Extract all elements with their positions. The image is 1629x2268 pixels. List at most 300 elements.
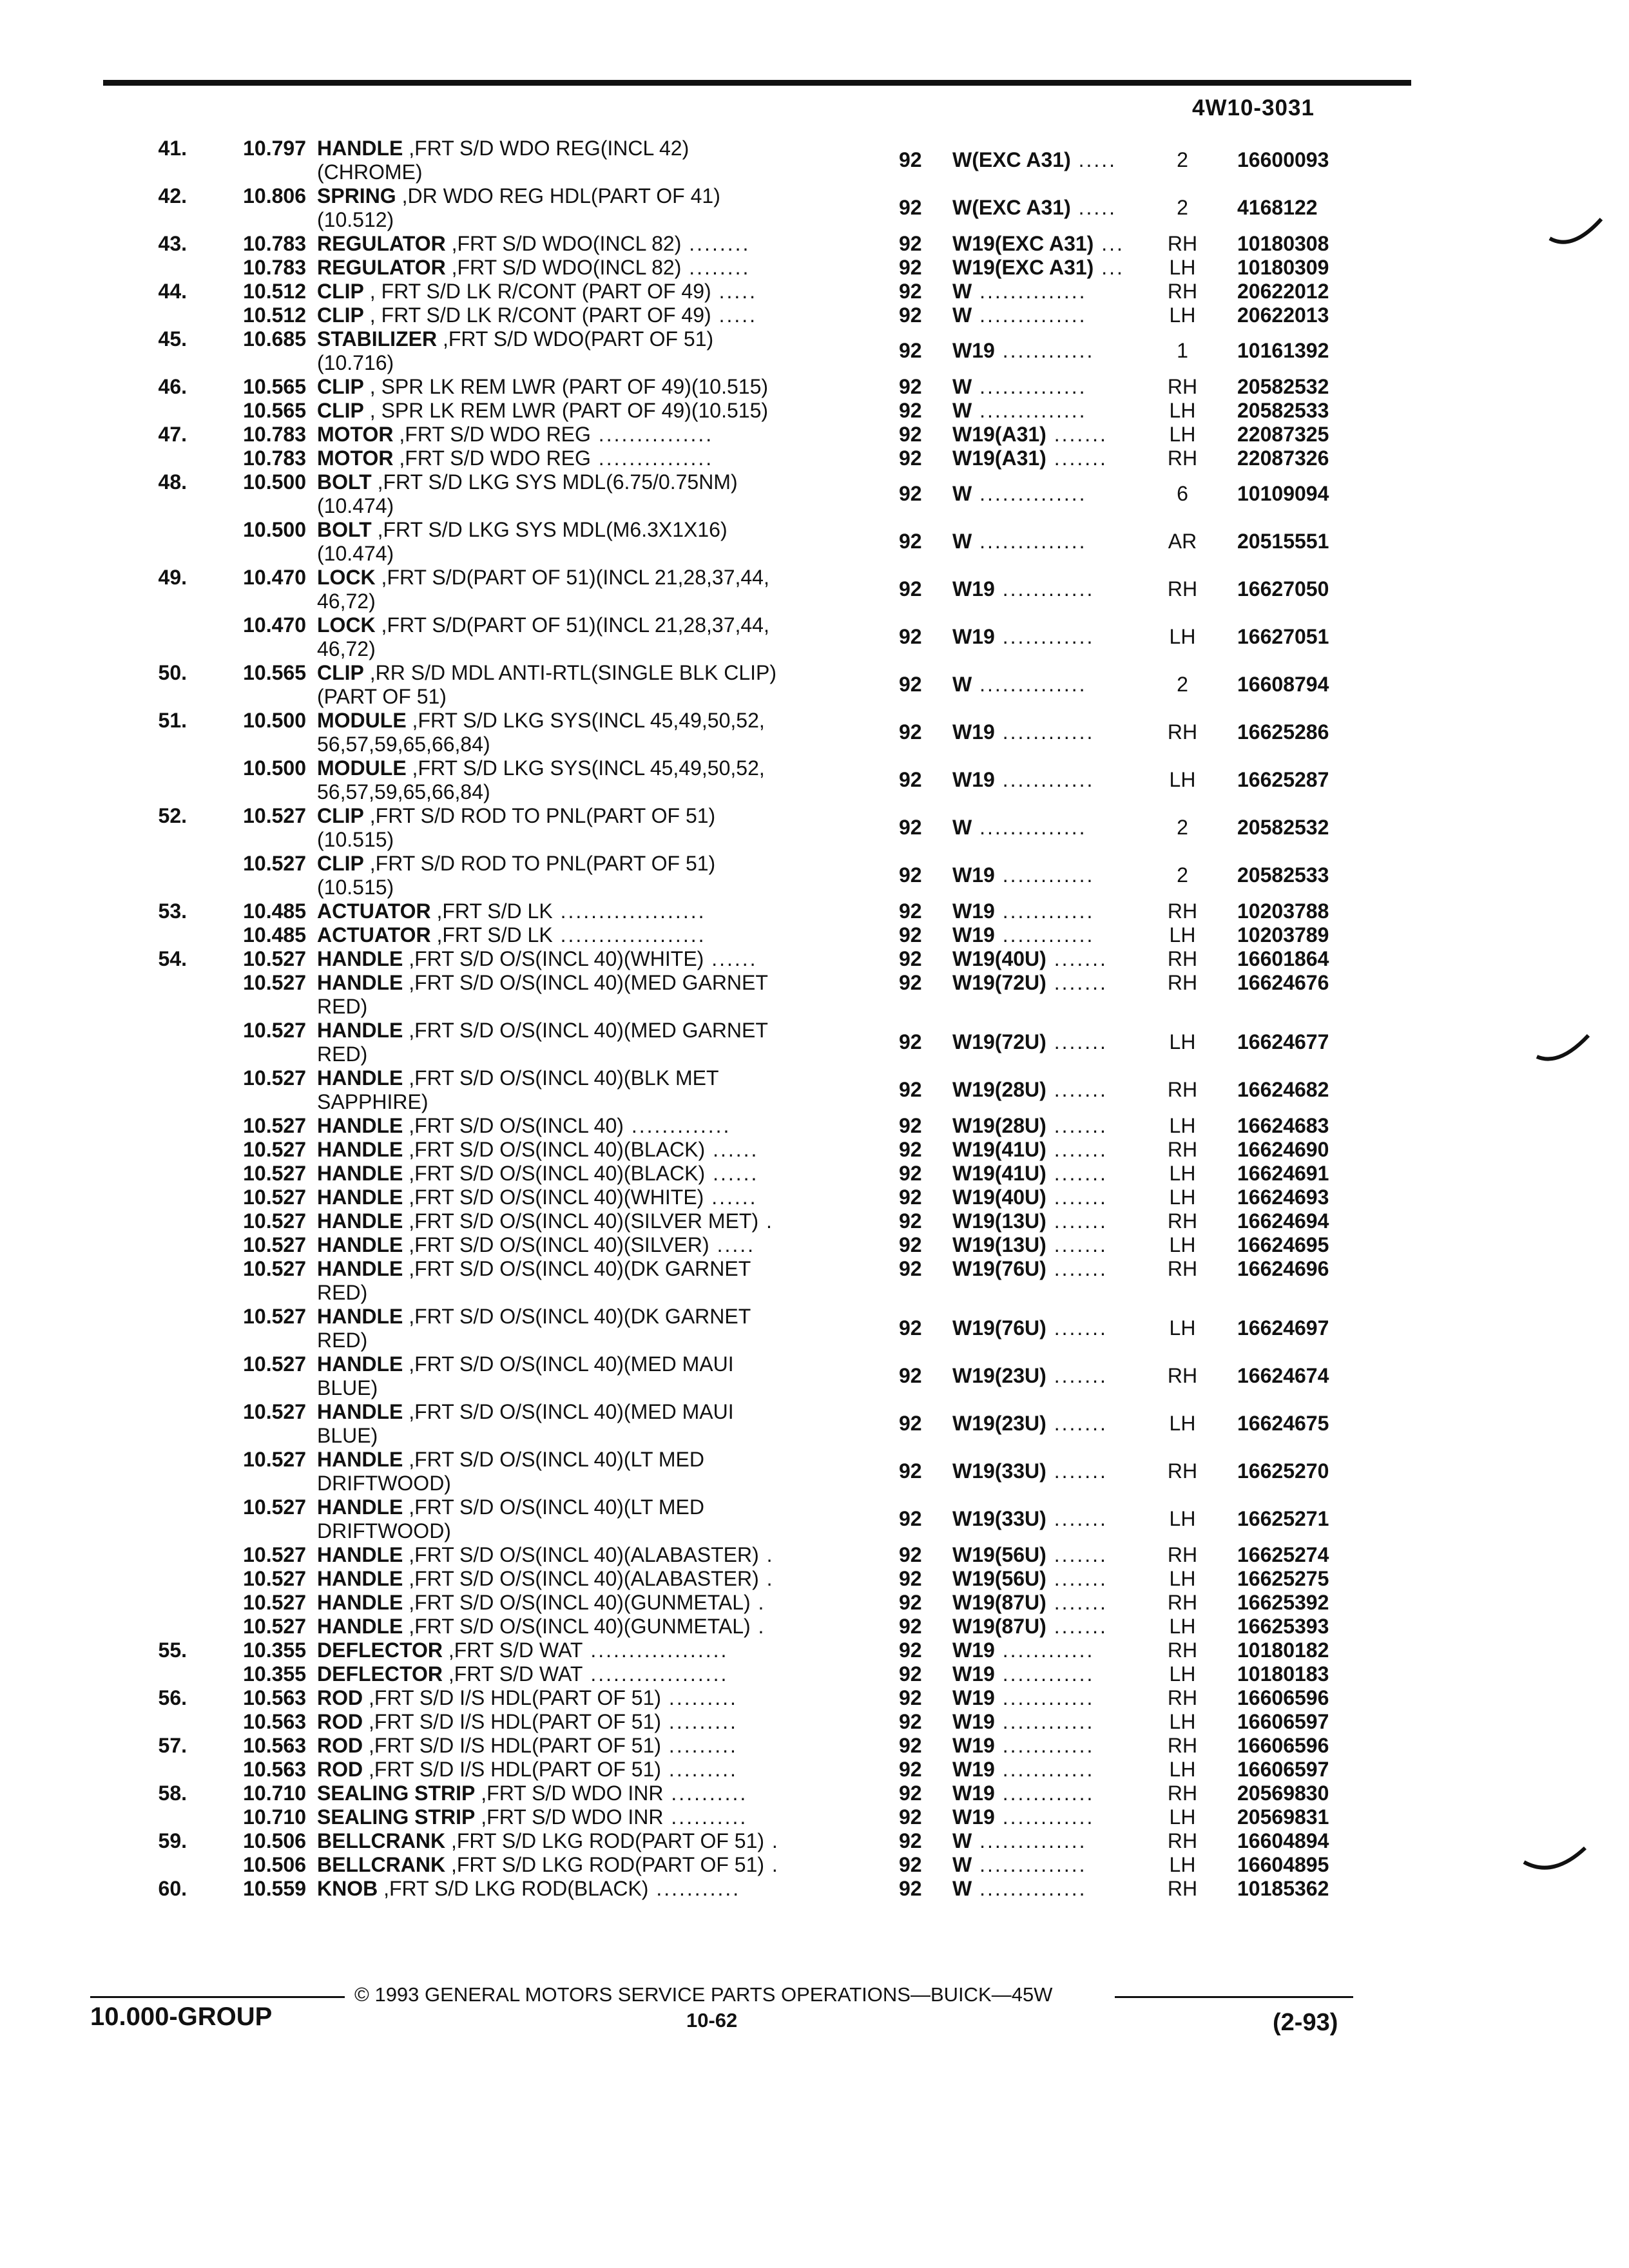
model-year: 92: [899, 280, 922, 303]
part-name: HANDLE: [317, 1448, 403, 1471]
quantity: RH: [1167, 1543, 1198, 1566]
group-number: 10.527: [243, 1400, 306, 1423]
ref-number: 57.: [158, 1734, 187, 1757]
leader-dots: ..........: [663, 1782, 748, 1805]
model-year: 92: [899, 1316, 922, 1340]
part-name: SEALING STRIP: [317, 1805, 476, 1829]
part-description-cont: (10.474): [317, 494, 394, 517]
model-code: [952, 899, 1094, 923]
model-year: 92: [899, 816, 922, 839]
part-row: [0, 1495, 1629, 1543]
model-year: 92: [899, 1615, 922, 1638]
model-code-text: W(EXC A31): [952, 196, 1071, 219]
group-number: 10.710: [243, 1805, 306, 1829]
part-description-cont: DRIFTWOOD): [317, 1472, 451, 1495]
leader-dots: ............: [994, 899, 1095, 923]
group-number: 10.783: [243, 232, 306, 255]
model-year: 92: [899, 577, 922, 601]
part-number: 10161392: [1237, 339, 1329, 362]
model-code-text: W19(87U): [952, 1615, 1046, 1638]
model-code: [952, 1233, 1108, 1257]
part-detail: ,FRT S/D LKG ROD(PART OF 51): [445, 1829, 765, 1852]
model-code: [952, 1829, 1087, 1853]
part-detail: ,FRT S/D O/S(INCL 40)(MED GARNET: [403, 1019, 768, 1042]
model-year: 92: [899, 1030, 922, 1053]
part-row: [0, 1209, 1629, 1233]
model-code-text: W19(56U): [952, 1543, 1046, 1566]
part-row: [0, 1591, 1629, 1615]
part-row: [0, 566, 1629, 613]
model-code-text: W19(23U): [952, 1364, 1046, 1387]
quantity: 2: [1177, 673, 1188, 696]
quantity: LH: [1169, 1710, 1196, 1733]
model-year: 92: [899, 768, 922, 791]
model-code-text: W19(72U): [952, 1030, 1046, 1053]
group-number: 10.506: [243, 1829, 306, 1852]
footer-copyright: © 1993 GENERAL MOTORS SERVICE PARTS OPERATIONS—BUICK—45W: [354, 1983, 1053, 2006]
part-name: HANDLE: [317, 1233, 403, 1256]
quantity: 2: [1177, 148, 1188, 171]
model-year: 92: [899, 1567, 922, 1590]
model-year: 92: [899, 1412, 922, 1435]
quantity: LH: [1169, 423, 1196, 446]
model-code-text: W19: [952, 1662, 995, 1686]
leader-dots: .: [750, 1615, 766, 1638]
part-description: [317, 1710, 738, 1734]
group-number: 10.527: [243, 1305, 306, 1328]
model-year: 92: [899, 1459, 922, 1483]
model-code: [952, 447, 1108, 470]
part-number: 16624676: [1237, 971, 1329, 994]
ref-number: 55.: [158, 1639, 187, 1662]
group-number: 10.527: [243, 947, 306, 970]
model-year: 92: [899, 1829, 922, 1852]
leader-dots: .......: [1046, 1186, 1108, 1209]
part-name: HANDLE: [317, 1567, 403, 1590]
model-code-text: W19(41U): [952, 1162, 1046, 1185]
part-name: CLIP: [317, 303, 364, 327]
model-code: [952, 256, 1124, 280]
leader-dots: ......: [705, 1162, 759, 1185]
quantity: LH: [1169, 1030, 1196, 1053]
part-description-cont: RED): [317, 995, 368, 1018]
ref-number: 42.: [158, 184, 187, 207]
part-description: [317, 1782, 747, 1805]
part-row: [0, 1305, 1629, 1352]
part-name: HANDLE: [317, 1186, 403, 1209]
model-year: 92: [899, 1186, 922, 1209]
part-name: HANDLE: [317, 1352, 403, 1376]
part-number: 10180182: [1237, 1639, 1329, 1662]
part-description: [317, 1686, 738, 1710]
group-number: 10.806: [243, 184, 306, 207]
leader-dots: .......: [1046, 1138, 1108, 1161]
model-year: 92: [899, 1078, 922, 1101]
model-code-text: W: [952, 816, 972, 839]
top-rule: [103, 80, 1411, 86]
part-row: [0, 1782, 1629, 1805]
part-name: ROD: [317, 1686, 363, 1709]
leader-dots: ...............: [590, 423, 714, 446]
model-code-text: W19: [952, 863, 995, 887]
part-name: REGULATOR: [317, 232, 446, 255]
ref-number: 54.: [158, 947, 187, 970]
model-year: 92: [899, 303, 922, 327]
part-name: HANDLE: [317, 1257, 403, 1280]
part-description: [317, 1448, 704, 1472]
quantity: LH: [1169, 1186, 1196, 1209]
part-number: 16624683: [1237, 1114, 1329, 1137]
part-number: 16627051: [1237, 625, 1329, 648]
part-description: [317, 470, 738, 494]
part-name: HANDLE: [317, 1138, 403, 1161]
model-year: 92: [899, 1543, 922, 1566]
model-code-text: W19(40U): [952, 1186, 1046, 1209]
part-number: 10180183: [1237, 1662, 1329, 1686]
part-row: [0, 1710, 1629, 1734]
quantity: 2: [1177, 863, 1188, 887]
leader-dots: ............: [994, 1639, 1095, 1662]
model-code: [952, 375, 1087, 399]
group-number: 10.563: [243, 1758, 306, 1781]
model-code-text: W19(13U): [952, 1209, 1046, 1233]
part-detail: ,FRT S/D LKG SYS(INCL 45,49,50,52,: [406, 756, 765, 780]
model-year: 92: [899, 232, 922, 255]
part-name: SEALING STRIP: [317, 1782, 476, 1805]
ref-number: 48.: [158, 470, 187, 494]
quantity: LH: [1169, 1853, 1196, 1876]
model-code: [952, 530, 1087, 553]
model-code-text: W19: [952, 1686, 995, 1709]
part-number: 16604894: [1237, 1829, 1329, 1852]
group-number: 10.512: [243, 303, 306, 327]
model-code: [952, 1364, 1108, 1388]
leader-dots: ............: [994, 577, 1095, 601]
model-year: 92: [899, 1662, 922, 1686]
part-number: 16624682: [1237, 1078, 1329, 1101]
model-code-text: W19: [952, 577, 995, 601]
quantity: RH: [1167, 1257, 1198, 1280]
group-number: 10.527: [243, 1233, 306, 1256]
part-number: 16625271: [1237, 1507, 1329, 1530]
part-description: [317, 899, 706, 923]
part-description: [317, 1877, 740, 1901]
part-description: [317, 1829, 780, 1853]
part-name: MODULE: [317, 709, 407, 732]
ref-number: 52.: [158, 804, 187, 827]
part-number: 16625392: [1237, 1591, 1329, 1614]
group-number: 10.470: [243, 566, 306, 589]
leader-dots: ..............: [972, 1877, 1087, 1900]
part-number: 16600093: [1237, 148, 1329, 171]
part-description: [317, 1495, 704, 1519]
part-description: [317, 1305, 751, 1329]
model-code-text: W19(A31): [952, 447, 1046, 470]
model-year: 92: [899, 1782, 922, 1805]
model-code: [952, 577, 1094, 601]
ref-number: 49.: [158, 566, 187, 589]
model-year: 92: [899, 923, 922, 947]
model-year: 92: [899, 1758, 922, 1781]
group-number: 10.797: [243, 137, 306, 160]
leader-dots: ............: [994, 720, 1095, 744]
leader-dots: .: [764, 1829, 780, 1852]
group-number: 10.355: [243, 1662, 306, 1686]
group-number: 10.685: [243, 327, 306, 351]
part-description: [317, 184, 720, 208]
group-number: 10.527: [243, 1352, 306, 1376]
part-name: HANDLE: [317, 1305, 403, 1328]
group-number: 10.527: [243, 1209, 306, 1233]
part-number: 16624677: [1237, 1030, 1329, 1053]
model-code: [952, 1412, 1108, 1436]
part-number: 16624697: [1237, 1316, 1329, 1340]
group-number: 10.527: [243, 1448, 306, 1471]
part-detail: ,FRT S/D O/S(INCL 40)(WHITE): [403, 1186, 704, 1209]
model-code: [952, 625, 1094, 649]
part-name: HANDLE: [317, 1591, 403, 1614]
model-code-text: W: [952, 1877, 972, 1900]
model-code-text: W19: [952, 923, 995, 947]
leader-dots: .: [750, 1591, 766, 1614]
model-code-text: W19(EXC A31): [952, 256, 1094, 279]
model-code: [952, 1615, 1108, 1639]
part-detail: ,FRT S/D O/S(INCL 40)(GUNMETAL): [403, 1615, 751, 1638]
model-code: [952, 1543, 1108, 1567]
part-description: [317, 280, 757, 303]
model-year: 92: [899, 1805, 922, 1829]
part-description: [317, 1400, 734, 1424]
model-year: 92: [899, 1686, 922, 1709]
part-description-cont: 46,72): [317, 590, 376, 613]
part-number: 20569831: [1237, 1805, 1329, 1829]
part-row: [0, 1543, 1629, 1567]
ref-number: 58.: [158, 1782, 187, 1805]
part-row: [0, 137, 1629, 184]
model-year: 92: [899, 375, 922, 398]
quantity: RH: [1167, 447, 1198, 470]
part-name: REGULATOR: [317, 256, 446, 279]
leader-dots: ..............: [972, 1829, 1087, 1852]
model-code-text: W19: [952, 1758, 995, 1781]
part-detail: ,FRT S/D WDO REG: [393, 447, 591, 470]
part-number: 16624690: [1237, 1138, 1329, 1161]
leader-dots: ..............: [972, 530, 1087, 553]
part-number: 16624693: [1237, 1186, 1329, 1209]
model-code-text: W19(23U): [952, 1412, 1046, 1435]
group-number: 10.506: [243, 1853, 306, 1876]
part-name: CLIP: [317, 399, 364, 422]
part-description: [317, 1066, 719, 1090]
part-name: MOTOR: [317, 447, 394, 470]
leader-dots: .......: [1046, 1412, 1108, 1435]
part-number: 10109094: [1237, 482, 1329, 505]
part-detail: ,DR WDO REG HDL(PART OF 41): [396, 184, 720, 207]
model-code-text: W19(87U): [952, 1591, 1046, 1614]
part-name: ACTUATOR: [317, 923, 431, 947]
model-year: 92: [899, 971, 922, 994]
model-code: [952, 1710, 1094, 1734]
ref-number: 50.: [158, 661, 187, 684]
part-detail: ,FRT S/D LK: [430, 899, 553, 923]
part-detail: ,FRT S/D WAT: [442, 1662, 583, 1686]
leader-dots: ..............: [972, 375, 1087, 398]
part-description: [317, 375, 768, 399]
model-code: [952, 280, 1087, 303]
part-description: [317, 1758, 738, 1782]
leader-dots: ..................: [583, 1639, 729, 1662]
part-number: 16625275: [1237, 1567, 1329, 1590]
part-number: 10180309: [1237, 256, 1329, 279]
model-code: [952, 1853, 1087, 1877]
part-detail: ,FRT S/D O/S(INCL 40)(DK GARNET: [403, 1305, 751, 1328]
group-number: 10.485: [243, 923, 306, 947]
ref-number: 47.: [158, 423, 187, 446]
part-detail: ,FRT S/D O/S(INCL 40)(ALABASTER): [403, 1543, 759, 1566]
part-description: [317, 1805, 747, 1829]
part-row: [0, 1615, 1629, 1639]
part-name: HANDLE: [317, 1162, 403, 1185]
leader-dots: ...: [1094, 256, 1124, 279]
part-name: LOCK: [317, 613, 376, 637]
part-description-cont: (PART OF 51): [317, 685, 447, 708]
model-year: 92: [899, 947, 922, 970]
leader-dots: .......: [1046, 1030, 1108, 1053]
part-row: [0, 1877, 1629, 1901]
part-number: 16625270: [1237, 1459, 1329, 1483]
model-code: [952, 423, 1108, 447]
part-name: BELLCRANK: [317, 1853, 446, 1876]
model-code-text: W19(13U): [952, 1233, 1046, 1256]
part-description: [317, 709, 765, 733]
leader-dots: ..............: [972, 482, 1087, 505]
leader-dots: ........: [681, 232, 751, 255]
model-code-text: W: [952, 482, 972, 505]
model-code: [952, 1782, 1094, 1805]
group-number: 10.563: [243, 1686, 306, 1709]
part-description-cont: 56,57,59,65,66,84): [317, 780, 490, 803]
leader-dots: ...................: [552, 923, 706, 947]
quantity: RH: [1167, 280, 1198, 303]
part-row: [0, 971, 1629, 1019]
quantity: RH: [1167, 1209, 1198, 1233]
part-detail: ,FRT S/D O/S(INCL 40)(LT MED: [403, 1448, 704, 1471]
model-code-text: W: [952, 375, 972, 398]
leader-dots: .......: [1046, 1364, 1108, 1387]
part-detail: ,FRT S/D WDO(PART OF 51): [437, 327, 714, 351]
group-number: 10.470: [243, 613, 306, 637]
margin-check-mark: [1521, 1843, 1592, 1888]
margin-check-mark: [1534, 1028, 1592, 1073]
model-year: 92: [899, 863, 922, 887]
ref-number: 60.: [158, 1877, 187, 1900]
model-code-text: W(EXC A31): [952, 148, 1071, 171]
footer-rule: [1115, 1996, 1353, 1998]
model-code-text: W19(EXC A31): [952, 232, 1094, 255]
leader-dots: ..............: [972, 303, 1087, 327]
leader-dots: .......: [1046, 1591, 1108, 1614]
part-number: 20569830: [1237, 1782, 1329, 1805]
quantity: RH: [1167, 1829, 1198, 1852]
group-number: 10.527: [243, 1162, 306, 1185]
group-number: 10.527: [243, 852, 306, 875]
group-number: 10.527: [243, 1615, 306, 1638]
model-year: 92: [899, 1233, 922, 1256]
model-code-text: W: [952, 530, 972, 553]
part-number: 20582533: [1237, 399, 1329, 422]
part-number: 20582533: [1237, 863, 1329, 887]
model-year: 92: [899, 482, 922, 505]
part-name: HANDLE: [317, 137, 403, 160]
leader-dots: ...................: [552, 899, 706, 923]
model-code: [952, 1316, 1108, 1340]
part-row: [0, 1734, 1629, 1758]
model-code-text: W19(33U): [952, 1459, 1046, 1483]
quantity: 6: [1177, 482, 1188, 505]
part-detail: ,FRT S/D O/S(INCL 40)(BLK MET: [403, 1066, 719, 1090]
part-name: ROD: [317, 1758, 363, 1781]
leader-dots: .....: [1070, 196, 1117, 219]
group-number: 10.565: [243, 661, 306, 684]
ref-number: 46.: [158, 375, 187, 398]
part-name: CLIP: [317, 804, 364, 827]
leader-dots: ..............: [972, 399, 1087, 422]
part-description-cont: BLUE): [317, 1424, 378, 1447]
leader-dots: .......: [1046, 947, 1108, 970]
model-year: 92: [899, 1162, 922, 1185]
ref-number: 59.: [158, 1829, 187, 1852]
leader-dots: .......: [1046, 1162, 1108, 1185]
part-description-cont: SAPPHIRE): [317, 1090, 429, 1113]
part-row: [0, 613, 1629, 661]
part-description: [317, 613, 769, 637]
part-detail: ,FRT S/D LKG SYS MDL(M6.3X1X16): [371, 518, 728, 541]
part-description: [317, 1019, 768, 1043]
model-code-text: W19(56U): [952, 1567, 1046, 1590]
group-number: 10.563: [243, 1710, 306, 1733]
part-number: 10180308: [1237, 232, 1329, 255]
leader-dots: .......: [1046, 1507, 1108, 1530]
model-year: 92: [899, 256, 922, 279]
part-description: [317, 327, 713, 351]
leader-dots: .......: [1046, 1459, 1108, 1483]
quantity: LH: [1169, 923, 1196, 947]
model-year: 92: [899, 1710, 922, 1733]
quantity: 1: [1177, 339, 1188, 362]
leader-dots: .............: [623, 1114, 731, 1137]
model-code-text: W19: [952, 1734, 995, 1757]
part-number: 20582532: [1237, 375, 1329, 398]
part-name: DEFLECTOR: [317, 1639, 443, 1662]
part-number: 16625287: [1237, 768, 1329, 791]
model-year: 92: [899, 1138, 922, 1161]
part-description: [317, 566, 769, 590]
part-detail: ,FRT S/D(PART OF 51)(INCL 21,28,37,44,: [375, 613, 769, 637]
part-row: [0, 184, 1629, 232]
part-row: [0, 1066, 1629, 1114]
leader-dots: .......: [1046, 1615, 1108, 1638]
part-detail: ,FRT S/D WDO INR: [475, 1782, 664, 1805]
leader-dots: ...........: [648, 1877, 741, 1900]
quantity: LH: [1169, 1758, 1196, 1781]
group-number: 10.527: [243, 1567, 306, 1590]
model-code: [952, 482, 1087, 506]
model-code: [952, 1734, 1094, 1758]
part-description-cont: 56,57,59,65,66,84): [317, 733, 490, 756]
part-description: [317, 518, 728, 542]
quantity: RH: [1167, 1877, 1198, 1900]
model-code: [952, 1209, 1108, 1233]
